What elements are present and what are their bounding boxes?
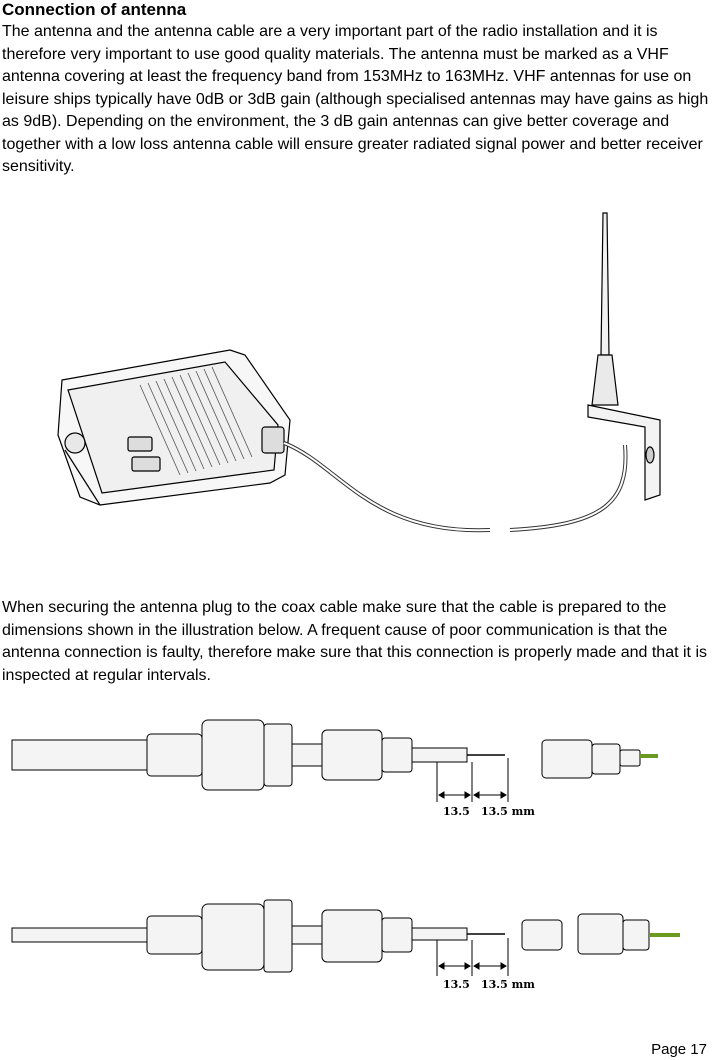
plug-assembly-illustration-2 xyxy=(0,880,715,1000)
dimension-label-b2: 13.5 mm xyxy=(481,978,535,991)
radio-antenna-illustration xyxy=(40,205,670,560)
section-heading: Connection of antenna xyxy=(2,0,187,19)
page-number: Page 17 xyxy=(651,1041,707,1058)
plug-assembly-illustration-1 xyxy=(0,710,715,825)
intro-paragraph: The antenna and the antenna cable are a very important part of the radio installation and it is therefore very important to use good quality materials. The antenna must be marked as a VHF antenna covering at least the frequency band from 153MHz to 163MHz. VHF antennas for use on leisure ships typically have 0dB or 3dB gain (although specialised antennas may have gains as high as 9dB). Depending on the environment, the 3 dB gain antennas can give better coverage and together with a low loss antenna cable will ensure greater radiated signal power and better receiver sensitivity. xyxy=(2,23,709,175)
dimension-label-b1: 13.5 mm xyxy=(481,805,535,818)
instruction-paragraph: When securing the antenna plug to the coax cable make sure that the cable is prepared to the dimensions shown in the illustration below. A frequent cause of poor communication is that the antenna connection is faulty, therefore make sure that this connection is properly made and that it is inspected at regular intervals. xyxy=(2,599,707,684)
dimension-label-a1: 13.5 xyxy=(443,805,470,818)
dimension-label-a2: 13.5 xyxy=(443,978,470,991)
